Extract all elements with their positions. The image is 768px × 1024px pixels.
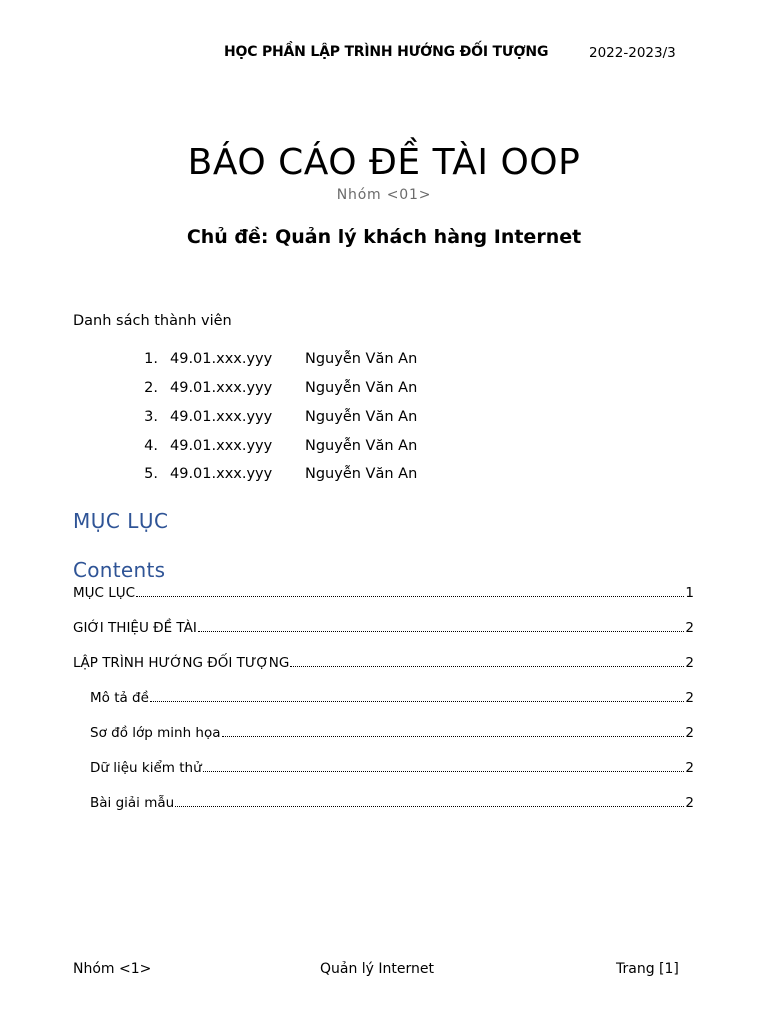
toc-entry-muc-luc[interactable] bbox=[73, 585, 694, 603]
toc-leader-dots bbox=[150, 690, 684, 702]
header-course-title: HỌC PHẦN LẬP TRÌNH HƯỚNG ĐỐI TƯỢNG bbox=[224, 44, 549, 60]
toc-entry-label: Mô tả đề bbox=[90, 690, 149, 706]
member-number: 2. bbox=[144, 380, 158, 396]
member-row bbox=[0, 438, 768, 458]
toc-entry-page: 2 bbox=[685, 620, 694, 636]
toc-leader-dots bbox=[290, 655, 684, 667]
member-id: 49.01.xxx.yyy bbox=[170, 409, 273, 425]
toc-entry-page: 2 bbox=[685, 725, 694, 741]
toc-entry-du-lieu[interactable] bbox=[90, 760, 694, 778]
member-row bbox=[0, 466, 768, 486]
header-term: 2022-2023/3 bbox=[589, 45, 676, 61]
toc-entry-label: GIỚI THIỆU ĐỀ TÀI bbox=[73, 620, 197, 636]
footer-page-number: Trang [1] bbox=[616, 961, 679, 977]
toc-leader-dots bbox=[175, 795, 684, 807]
toc-leader-dots bbox=[222, 725, 685, 737]
member-id: 49.01.xxx.yyy bbox=[170, 438, 273, 454]
toc-entry-page: 2 bbox=[685, 655, 694, 671]
toc-entry-page: 2 bbox=[685, 690, 694, 706]
member-id: 49.01.xxx.yyy bbox=[170, 466, 273, 482]
member-name: Nguyễn Văn An bbox=[305, 351, 418, 367]
document-title: BÁO CÁO ĐỀ TÀI OOP bbox=[187, 142, 581, 183]
toc-entry-gioi-thieu[interactable] bbox=[73, 620, 694, 638]
toc-entry-so-do-lop[interactable] bbox=[90, 725, 694, 743]
member-number: 5. bbox=[144, 466, 158, 482]
member-row bbox=[0, 409, 768, 429]
member-name: Nguyễn Văn An bbox=[305, 466, 418, 482]
document-group-subtitle: Nhóm <01> bbox=[336, 187, 432, 203]
toc-entry-bai-giai[interactable] bbox=[90, 795, 694, 813]
member-name: Nguyễn Văn An bbox=[305, 380, 418, 396]
member-id: 49.01.xxx.yyy bbox=[170, 351, 273, 367]
toc-entry-label: Bài giải mẫu bbox=[90, 795, 175, 811]
member-number: 3. bbox=[144, 409, 158, 425]
toc-heading: MỤC LỤC bbox=[73, 509, 169, 533]
member-number: 1. bbox=[144, 351, 158, 367]
toc-entry-mo-ta[interactable] bbox=[90, 690, 694, 708]
footer-group: Nhóm <1> bbox=[73, 961, 152, 977]
toc-entry-label: Dữ liệu kiểm thử bbox=[90, 760, 202, 776]
members-label: Danh sách thành viên bbox=[73, 313, 232, 329]
toc-entry-label: MỤC LỤC bbox=[73, 585, 136, 601]
footer-subject: Quản lý Internet bbox=[320, 961, 435, 977]
document-topic: Chủ đề: Quản lý khách hàng Internet bbox=[186, 226, 582, 248]
member-row bbox=[0, 380, 768, 400]
member-row bbox=[0, 351, 768, 371]
contents-heading: Contents bbox=[73, 558, 166, 582]
toc-entry-page: 1 bbox=[685, 585, 694, 601]
toc-leader-dots bbox=[136, 585, 684, 597]
member-name: Nguyễn Văn An bbox=[305, 438, 418, 454]
toc-leader-dots bbox=[203, 760, 685, 772]
member-id: 49.01.xxx.yyy bbox=[170, 380, 273, 396]
member-number: 4. bbox=[144, 438, 158, 454]
toc-entry-lap-trinh[interactable] bbox=[73, 655, 694, 673]
toc-leader-dots bbox=[198, 620, 685, 632]
toc-entry-page: 2 bbox=[685, 795, 694, 811]
toc-entry-label: LẬP TRÌNH HƯỚNG ĐỐI TƯỢNG bbox=[73, 655, 290, 671]
toc-entry-page: 2 bbox=[685, 760, 694, 776]
member-name: Nguyễn Văn An bbox=[305, 409, 418, 425]
toc-entry-label: Sơ đồ lớp minh họa bbox=[90, 725, 221, 741]
